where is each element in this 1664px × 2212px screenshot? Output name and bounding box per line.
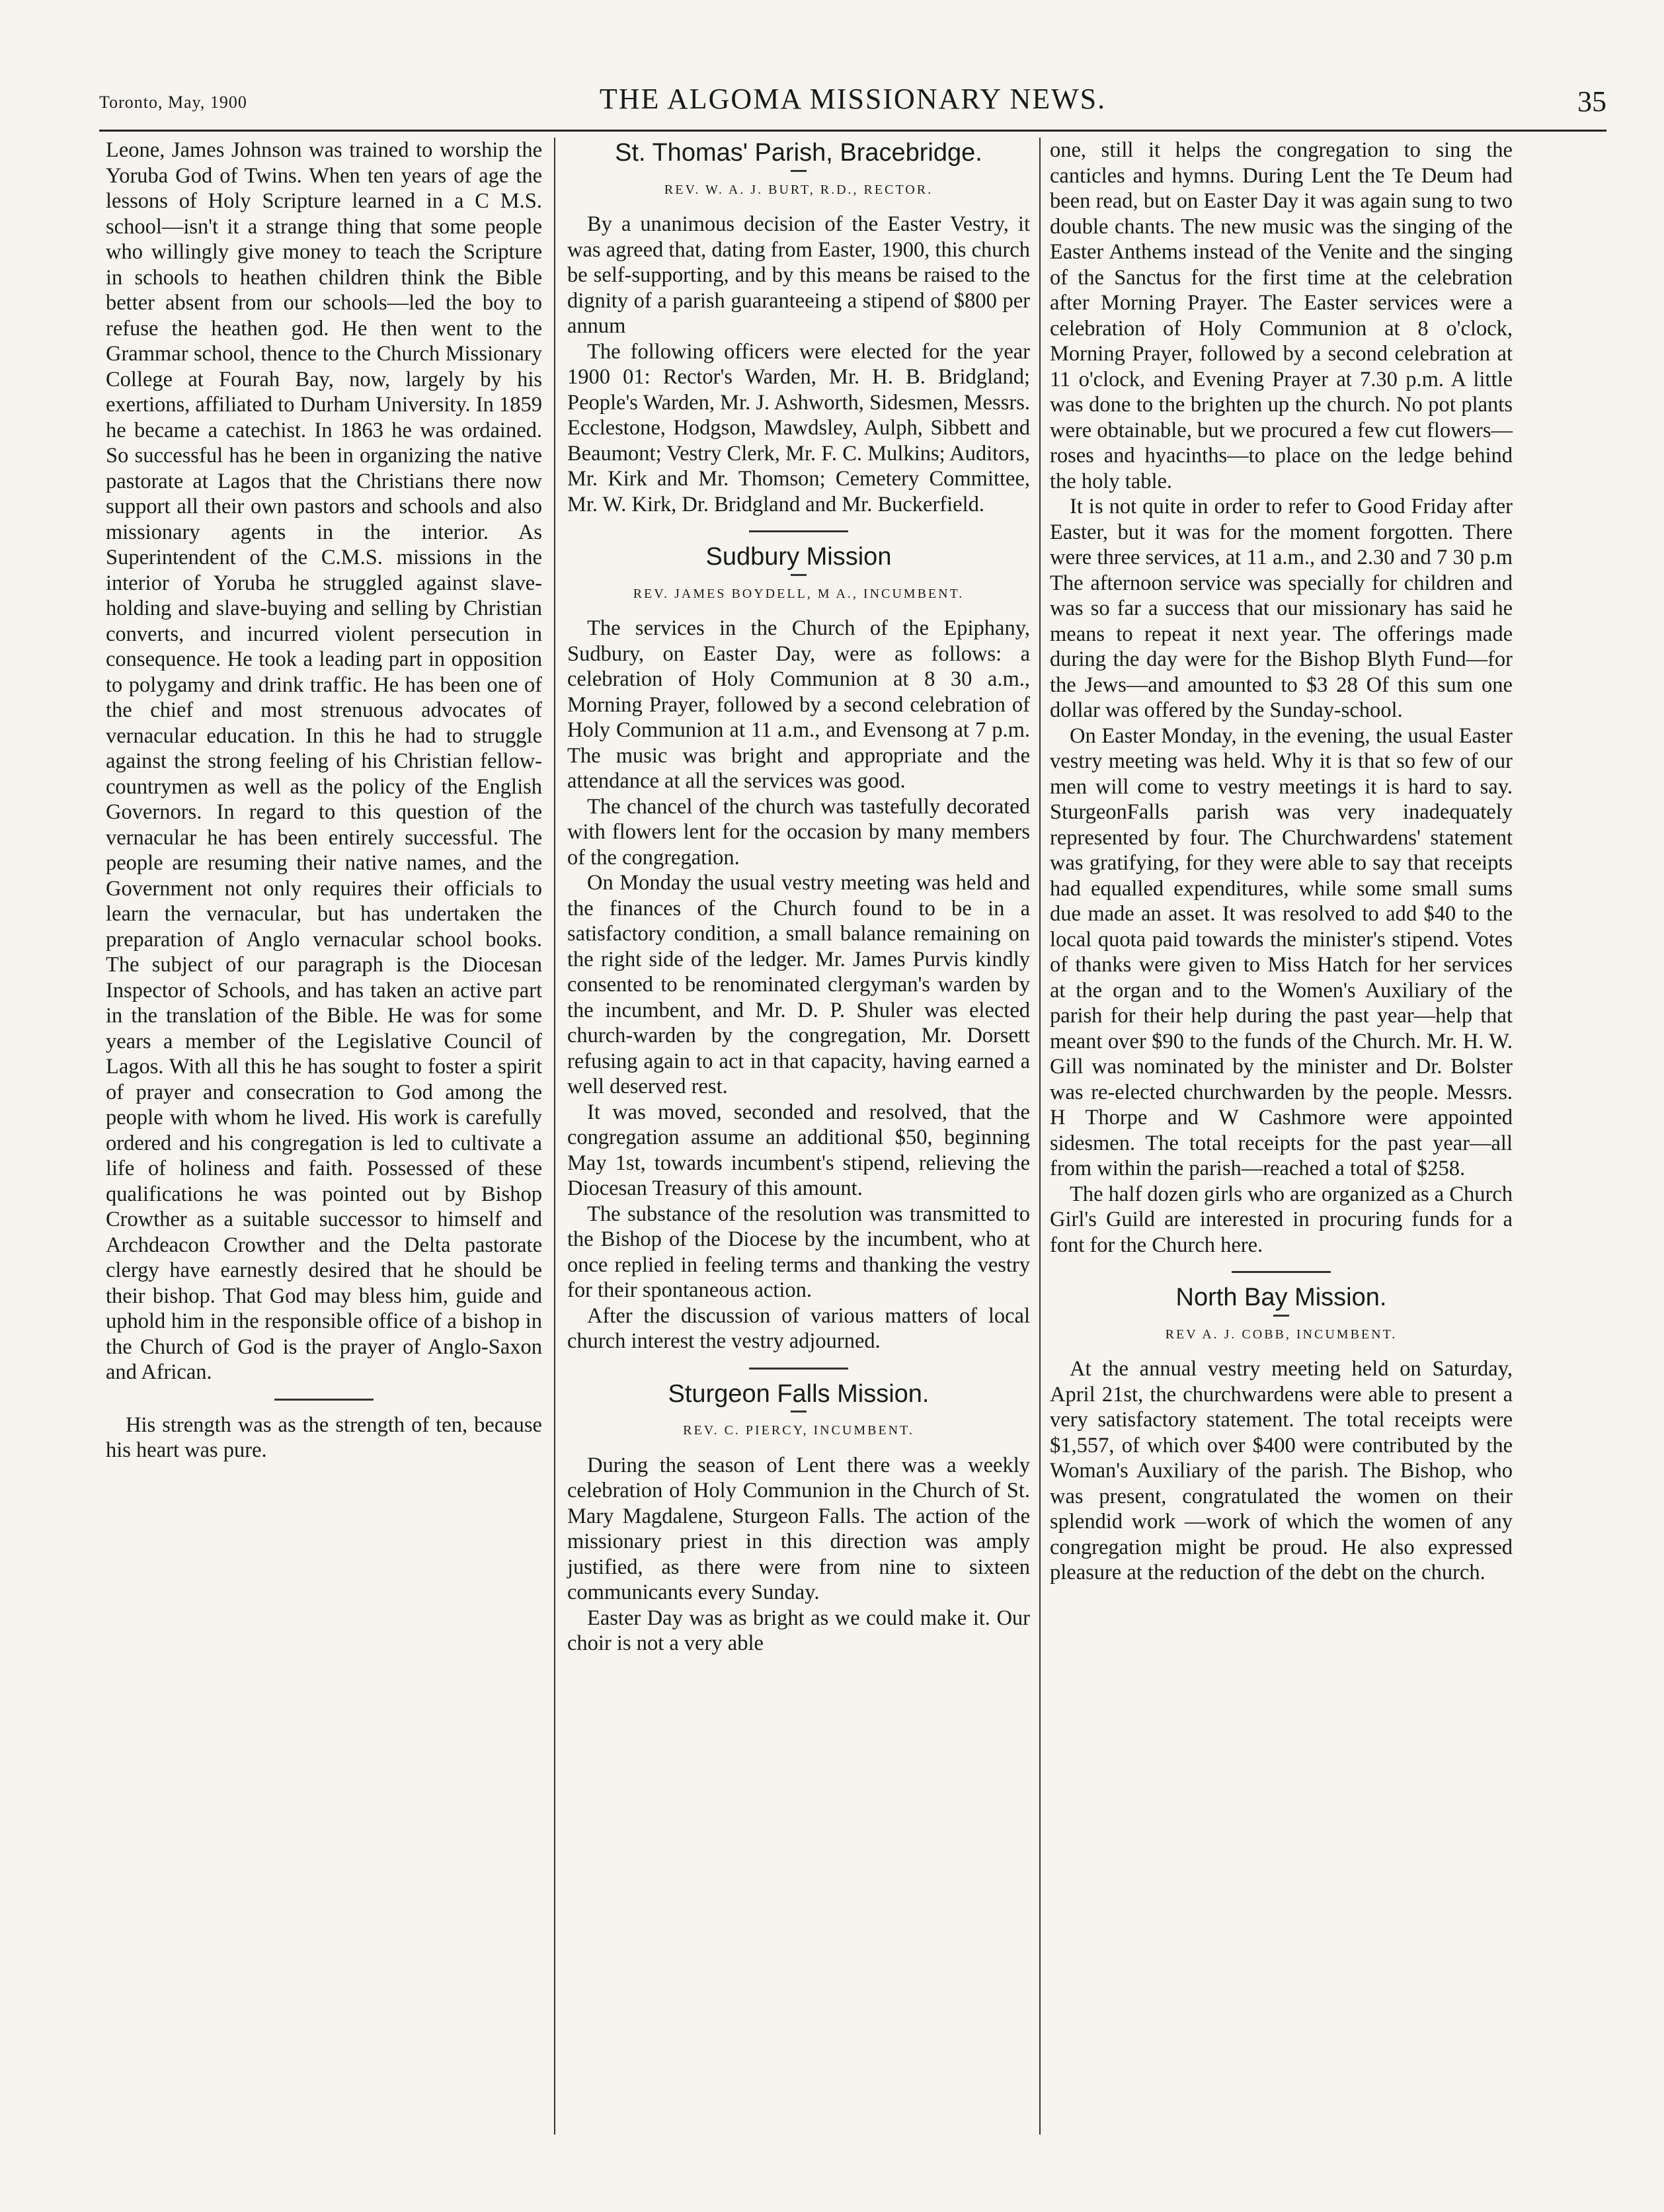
article-paragraph: It is not quite in order to refer to Good Friday after Easter, but it was for the moment forgotten. There were three services, at 11 a.m., and 2.30 and 7 30 p.m The afternoon service was specially for children and was so far a success that our missionary has said he means to repeat it next year. The offerings made during the day were for the Bishop Blyth Fund—for the Jews—and amounted to $3 28 Of this sum one dollar was offered by the Sunday-school. — [1050, 495, 1513, 722]
masthead-title: THE ALGOMA MISSIONARY NEWS. — [599, 83, 1107, 115]
article-paragraph: The substance of the resolution was transmitted to the Bishop of the Diocese by the incumbent, who at once replied in feeling terms and thanking the vestry for their spontaneous action. — [567, 1202, 1030, 1302]
page-header — [99, 79, 1606, 132]
column-divider — [1039, 138, 1041, 2135]
article-paragraph: His strength was as the strength of ten, because his heart was pure. — [106, 1413, 542, 1462]
section-rule — [1232, 1271, 1331, 1273]
column-2 — [567, 138, 1030, 1657]
article-paragraph: At the annual vestry meeting held on Saturday, April 21st, the churchwardens were able to present a very satisfactory statement. The total receipts were $1,557, of which over $400 were contributed by the Woman's Auxiliary of the parish. The Bishop, who was present, congratulated the women on their splendid work —work of which the women of any congregation might be proud. He also expressed pleasure at the reduction of the debt on the church. — [1050, 1357, 1513, 1584]
article-paragraph: The following officers were elected for the year 1900 01: Rector's Warden, Mr. H. B. Bridgland; People's Warden, Mr. J. Ashworth, Sidesmen, Messrs. Ecclestone, Hodgson, Mawdsley, Aulph, Sibbett and Beaumont; Vestry Clerk, Mr. F. C. Mulkins; Auditors, Mr. Kirk and Mr. Thomson; Cemetery Committee, Mr. W. Kirk, Dr. Bridgland and Mr. Buckerfield. — [567, 339, 1030, 516]
article-paragraph: It was moved, seconded and resolved, that the congregation assume an additional $50, beginning May 1st, towards incumbent's stipend, relieving the Diocesan Treasury of this amount. — [567, 1100, 1030, 1200]
column-3 — [1050, 138, 1513, 1586]
officer-line: REV A. J. COBB, INCUMBENT. — [1165, 1327, 1398, 1342]
article-paragraph: During the season of Lent there was a weekly celebration of Holy Communion in the Church of St. Mary Magdalene, Sturgeon Falls. The action of the missionary priest in this direction was amply justified, as there were from nine to sixteen communicants every Sunday. — [567, 1453, 1030, 1604]
officer-line: REV. W. A. J. BURT, R.D., RECTOR. — [664, 182, 933, 197]
article-paragraph: The half dozen girls who are organized as a Church Girl's Guild are interested in procuring funds for a font for the Church here. — [1050, 1182, 1513, 1257]
section-rule — [274, 1399, 374, 1401]
page-number: 35 — [1577, 85, 1606, 118]
section-heading: Sudbury Mission — [705, 543, 892, 571]
officer-line: REV. C. PIERCY, INCUMBENT. — [683, 1423, 914, 1438]
heading-rule — [791, 574, 807, 576]
article-paragraph: On Monday the usual vestry meeting was held and the finances of the Church found to be in a satisfactory condition, a small balance remaining on the right side of the ledger. Mr. James Purvis kindly consented to be renominated clergyman's warden by the incumbent, and Mr. D. P. Shuler was elected church-warden by the congregation, Mr. Dorsett refusing again to act in that capacity, having earned a well deserved rest. — [567, 871, 1030, 1098]
article-paragraph: The chancel of the church was tastefully decorated with flowers lent for the occasion by many members of the congregation. — [567, 794, 1030, 870]
article-paragraph: Leone, James Johnson was trained to worship the Yoruba God of Twins. When ten years of age the lessons of Holy Scripture learned in a C M.S. school—isn't it a strange thing that some people who willingly give money to teach the Scripture in schools to heathen children think the Bible better absent from our schools—led the boy to refuse the heathen god. He then went to the Grammar school, thence to the Church Missionary College at Fourah Bay, now, largely by his exertions, affiliated to Durham University. In 1859 he became a catechist. In 1863 he was ordained. So successful has he been in organizing the native pastorate at Lagos that the Christians there now support all their own pastors and schools and also missionary agents in the interior. As Superintendent of the C.M.S. missions in the interior of Yoruba he struggled against slave-holding and slave-buying and selling by Christian converts, and incurred violent persecution in consequence. He took a leading part in opposition to polygamy and drink traffic. He has been one of the chief and most strenuous advocates of vernacular education. In this he had to struggle against the strong feeling of his Christian fellow-countrymen as well as the policy of the English Governors. In regard to this question of the vernacular he has been entirely successful. The people are resuming their native names, and the Government not only requires their officials to learn the vernacular, but has undertaken the preparation of Anglo vernacular school books. The subject of our paragraph is the Diocesan Inspector of Schools, and has taken an active part in the translation of the Bible. He was for some years a member of the Legislative Council of Lagos. With all this he has sought to foster a spirit of prayer and consecration to God among the people with whom he lived. His work is carefully ordered and his congregation is led to cultivate a life of holiness and faith. Possessed of these qualifications he was pointed out by Bishop Crowther as a suitable successor to himself and Archdeacon Crowther and the Delta pastorate clergy have earnestly desired that he should be their bishop. That God may bless him, guide and uphold him in the responsible office of a bishop in the Church of God is the prayer of Anglo-Saxon and African. — [106, 138, 542, 1384]
column-1 — [106, 138, 542, 1463]
section-heading: North Bay Mission. — [1175, 1284, 1387, 1311]
article-paragraph: By a unanimous decision of the Easter Vestry, it was agreed that, dating from Easter, 1900, this church be self-supporting, and by this means be raised to the dignity of a parish guaranteeing a stipend of $800 per annum — [567, 212, 1030, 338]
header-rule — [99, 130, 1606, 132]
section-heading: St. Thomas' Parish, Bracebridge. — [615, 139, 982, 167]
dateline: Toronto, May, 1900 — [99, 93, 247, 112]
article-paragraph: one, still it helps the congregation to sing the canticles and hymns. During Lent the Te Deum had been read, but on Easter Day it was again sung to two double chants. The new music was the singing of the Easter Anthems instead of the Venite and the singing of the Sanctus for the first time at the celebration after Morning Prayer. The Easter services were a celebration of Holy Communion at 8 o'clock, Morning Prayer, followed by a second celebration at 11 o'clock, and Evening Prayer at 7.30 p.m. A little was done to the brighten up the church. No pot plants were obtainable, but we procured a few cut flowers—roses and hyacinths—to place on the ledge behind the holy table. — [1050, 138, 1513, 493]
section-heading: Sturgeon Falls Mission. — [668, 1379, 930, 1408]
heading-rule — [1273, 1315, 1289, 1317]
article-paragraph: Easter Day was as bright as we could make it. Our choir is not a very able — [567, 1606, 1030, 1655]
section-rule — [749, 530, 848, 532]
heading-rule — [791, 1411, 807, 1413]
heading-rule — [791, 170, 807, 172]
article-paragraph: After the discussion of various matters of local church interest the vestry adjourned. — [567, 1303, 1030, 1353]
article-paragraph: The services in the Church of the Epiphany, Sudbury, on Easter Day, were as follows: a celebration of Holy Communion at 8 30 a.m., Morning Prayer, followed by a second celebration of Holy Communion at 11 a.m., and Evensong at 7 p.m. The music was bright and appropriate and the attendance at all the services was good. — [567, 616, 1030, 793]
section-rule — [749, 1368, 848, 1370]
article-paragraph: On Easter Monday, in the evening, the usual Easter vestry meeting was held. Why it is that so few of our men will come to vestry meetings it is hard to say. SturgeonFalls parish was very inadequately represented by four. The Churchwardens' statement was gratifying, for they were able to say that receipts had equalled expenditures, while some small sums due made an asset. It was resolved to add $40 to the local quota paid towards the minister's stipend. Votes of thanks were given to Miss Hatch for her services at the organ and to the Women's Auxiliary of the parish for their help during the past year—help that meant over $90 to the funds of the Church. Mr. H. W. Gill was nominated by the minister and Dr. Bolster was re-elected churchwarden by the people. Messrs. H Thorpe and W Cashmore were appointed sidesmen. The total receipts for the past year—all from within the parish—reached a total of $258. — [1050, 723, 1513, 1180]
officer-line: REV. JAMES BOYDELL, M A., INCUMBENT. — [633, 586, 965, 601]
column-divider — [554, 138, 555, 2135]
